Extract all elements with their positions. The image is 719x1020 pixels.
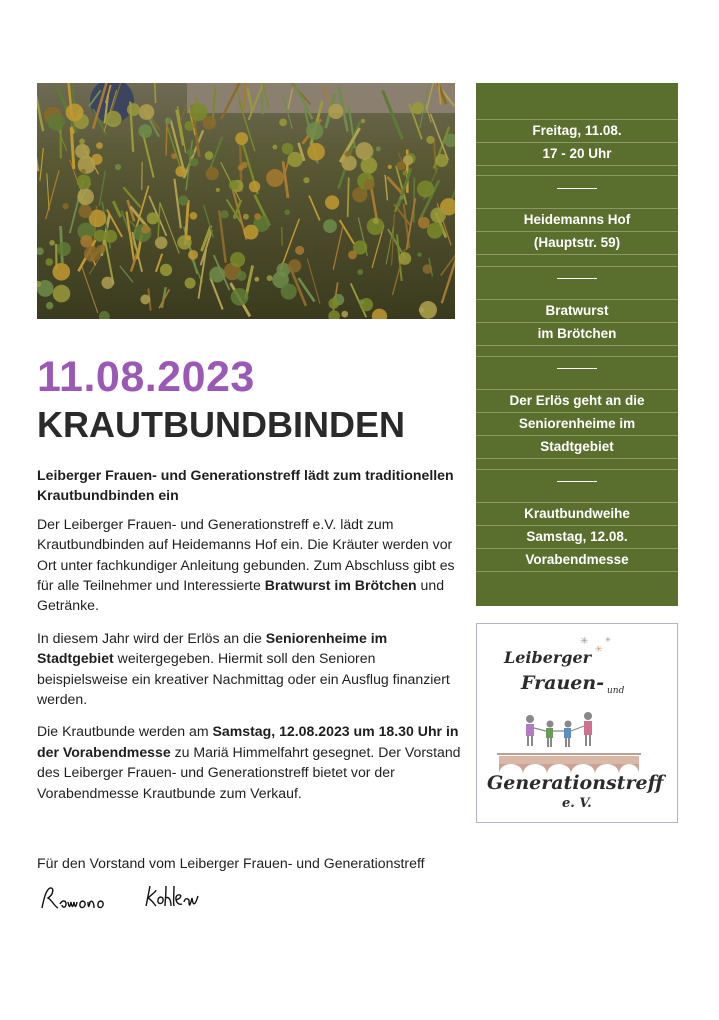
paragraph-3 [37, 721, 462, 803]
logo-line-4: Generationstreff [487, 772, 664, 794]
body-text [37, 465, 462, 815]
sidebar-blessing-1: Krautbundweihe [476, 503, 678, 526]
herb-photo [37, 83, 455, 319]
sidebar-divider [476, 175, 678, 176]
sidebar-blessing-3: Vorabendmesse [476, 549, 678, 572]
p3-text-a: Die Krautbunde werden am [37, 723, 213, 740]
sidebar-food-2: im Brötchen [476, 323, 678, 346]
p2-text-a: In diesem Jahr wird der Erlös an die [37, 629, 266, 646]
svg-text:✳: ✳ [580, 636, 589, 647]
signature [38, 878, 218, 918]
p1-text-a: Der Leiberger Frauen- und Generationstreff e.V. lädt zum Krautbundbinden auf Heidemanns Hof ein. Die Kräuter werden vor Ort unter fachkundiger Anleitung gebunden. Zum Abschluss gibt es für alle Teilnehmer und Interessierte [37, 515, 455, 594]
paragraph-2 [37, 628, 462, 710]
svg-text:✳: ✳ [605, 636, 611, 644]
sidebar-divider [476, 356, 678, 357]
sidebar-dash [557, 278, 597, 279]
sidebar-divider [476, 266, 678, 267]
sidebar-divider [476, 469, 678, 470]
sidebar-location: Heidemanns Hof [476, 209, 678, 232]
sidebar-time: 17 - 20 Uhr [476, 143, 678, 166]
p1-text-c: und Getränke. [37, 577, 445, 614]
sidebar-proceeds-1: Der Erlös geht an die [476, 390, 678, 413]
logo-line-5: e. V. [562, 796, 592, 811]
footer-text: Für den Vorstand vom Leiberger Frauen- und Generationstreff [37, 855, 425, 871]
event-date: 11.08.2023 [37, 353, 255, 401]
p3-bold: Samstag, 12.08.2023 um 18.30 Uhr in der Vorabendmesse [37, 723, 459, 760]
sidebar-dash [557, 481, 597, 482]
sidebar-address: (Hauptstr. 59) [476, 232, 678, 255]
logo-line-1: Leiberger [504, 648, 592, 667]
lead-paragraph: Leiberger Frauen- und Generationstreff lädt zum traditionellen Krautbundbinden ein [37, 467, 454, 504]
sidebar-proceeds-2: Seniorenheime im [476, 413, 678, 436]
p2-text-c: weitergegeben. Hiermit soll den Senioren beispielsweise ein kreativer Nachmittag oder ein Ausflug finanziert werden. [37, 650, 450, 708]
info-sidebar [476, 83, 678, 606]
p2-bold: Seniorenheime im Stadtgebiet [37, 629, 388, 667]
svg-text:✳: ✳ [595, 645, 603, 655]
organization-logo [476, 623, 678, 823]
p3-text-c: zu Mariä Himmelfahrt gesegnet. Der Vorstand des Leiberger Frauen- und Generationstreff bietet vor der Vorabendmesse Krautbunde zum Verkauf. [37, 743, 461, 801]
sidebar-food-1: Bratwurst [476, 300, 678, 323]
logo-line-3: und [607, 686, 625, 696]
p1-bold: Bratwurst im Brötchen [264, 577, 417, 594]
sidebar-blessing-2: Samstag, 12.08. [476, 526, 678, 549]
sidebar-dash [557, 368, 597, 369]
sidebar-date: Freitag, 11.08. [476, 120, 678, 143]
sidebar-proceeds-3: Stadtgebiet [476, 436, 678, 459]
sidebar-dash [557, 188, 597, 189]
page-title: KRAUTBUNDBINDEN [37, 404, 405, 445]
logo-line-2: Frauen- [521, 672, 605, 694]
paragraph-1 [37, 514, 462, 616]
